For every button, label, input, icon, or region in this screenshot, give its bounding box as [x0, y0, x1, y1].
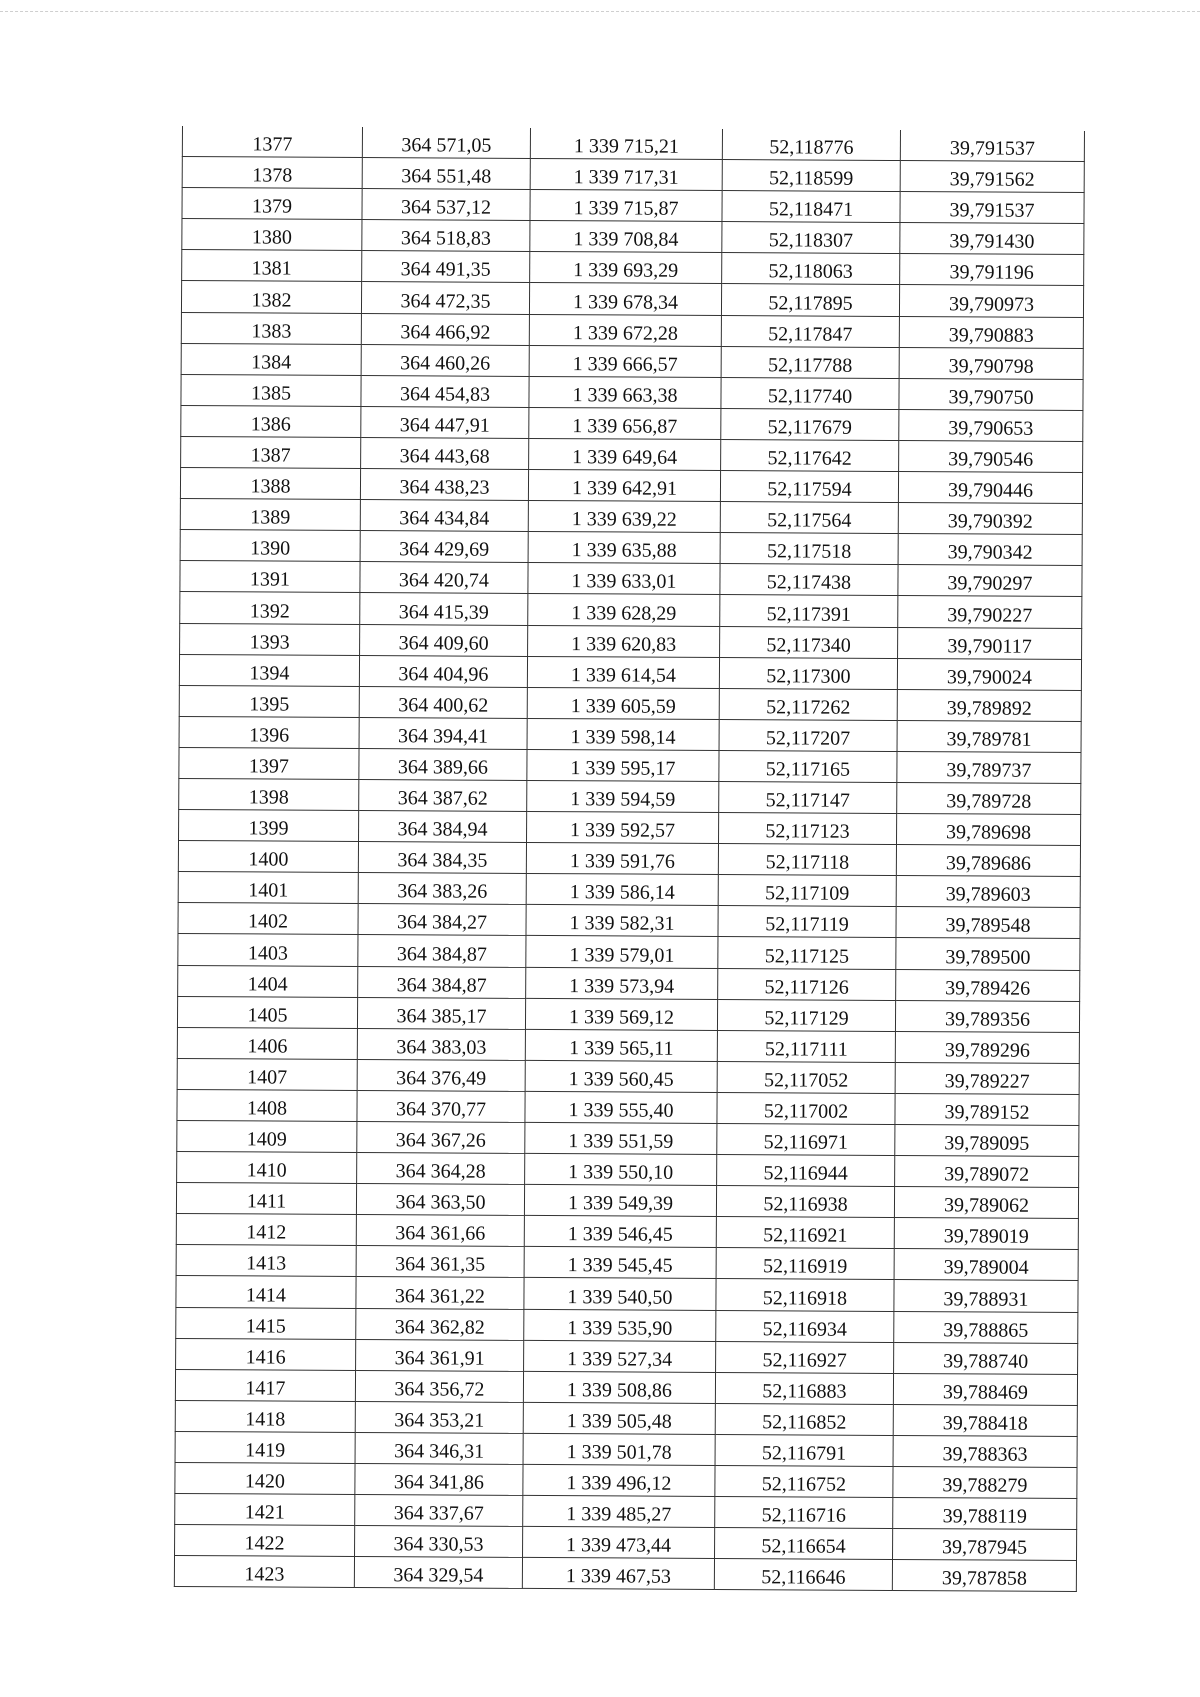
x-coordinate-cell: 364 385,17: [357, 997, 525, 1029]
table-row: [175, 1400, 1077, 1436]
table-row: [181, 436, 1083, 472]
longitude-cell: 39,790973: [899, 285, 1083, 317]
longitude-cell: 39,790653: [899, 409, 1083, 441]
point-number-cell: 1417: [175, 1369, 355, 1401]
x-coordinate-cell: 364 383,26: [358, 873, 526, 905]
point-number-cell: 1419: [175, 1431, 355, 1463]
table-row: [182, 188, 1084, 224]
point-number-cell: 1402: [178, 903, 358, 935]
point-number-cell: 1385: [181, 374, 361, 406]
x-coordinate-cell: 364 361,66: [356, 1215, 524, 1247]
x-coordinate-cell: 364 389,66: [359, 748, 527, 780]
table-row: [178, 841, 1080, 877]
longitude-cell: 39,789426: [896, 969, 1080, 1001]
y-coordinate-cell: 1 339 594,59: [527, 780, 719, 812]
y-coordinate-cell: 1 339 579,01: [526, 936, 718, 968]
x-coordinate-cell: 364 384,27: [358, 904, 526, 936]
y-coordinate-cell: 1 339 505,48: [523, 1402, 715, 1434]
x-coordinate-cell: 364 362,82: [356, 1308, 524, 1340]
table-row: [181, 343, 1083, 379]
y-coordinate-cell: 1 339 666,57: [529, 345, 721, 377]
point-number-cell: 1394: [179, 654, 359, 686]
table-row: [180, 530, 1082, 566]
table-row: [176, 1183, 1078, 1219]
point-number-cell: 1397: [179, 747, 359, 779]
table-row: [182, 219, 1084, 255]
x-coordinate-cell: 364 383,03: [357, 1028, 525, 1060]
point-number-cell: 1392: [180, 592, 360, 624]
y-coordinate-cell: 1 339 586,14: [526, 874, 718, 906]
latitude-cell: 52,116921: [716, 1217, 894, 1249]
y-coordinate-cell: 1 339 467,53: [522, 1558, 714, 1590]
x-coordinate-cell: 364 363,50: [356, 1184, 524, 1216]
x-coordinate-cell: 364 370,77: [357, 1090, 525, 1122]
longitude-cell: 39,789603: [896, 876, 1080, 908]
table-row: [176, 1307, 1078, 1343]
latitude-cell: 52,118063: [722, 253, 900, 285]
x-coordinate-cell: 364 460,26: [361, 344, 529, 376]
latitude-cell: 52,118471: [722, 191, 900, 223]
latitude-cell: 52,117788: [721, 346, 899, 378]
point-number-cell: 1414: [176, 1276, 356, 1308]
y-coordinate-cell: 1 339 693,29: [530, 252, 722, 284]
longitude-cell: 39,789152: [895, 1093, 1079, 1125]
latitude-cell: 52,117262: [719, 688, 897, 720]
table-row: [181, 405, 1083, 441]
latitude-cell: 52,117165: [719, 750, 897, 782]
table-row: [177, 1152, 1079, 1188]
table-row: [180, 499, 1082, 535]
longitude-cell: 39,790883: [899, 316, 1083, 348]
point-number-cell: 1408: [177, 1089, 357, 1121]
longitude-cell: 39,790227: [898, 596, 1082, 628]
y-coordinate-cell: 1 339 605,59: [527, 687, 719, 719]
x-coordinate-cell: 364 472,35: [361, 282, 529, 314]
latitude-cell: 52,117340: [720, 626, 898, 658]
table-row: [179, 685, 1081, 721]
x-coordinate-cell: 364 361,91: [356, 1339, 524, 1371]
latitude-cell: 52,117594: [720, 471, 898, 503]
point-number-cell: 1423: [174, 1556, 354, 1588]
longitude-cell: 39,789737: [897, 751, 1081, 783]
y-coordinate-cell: 1 339 649,64: [529, 438, 721, 470]
table-row: [176, 1245, 1078, 1281]
x-coordinate-cell: 364 376,49: [357, 1059, 525, 1091]
point-number-cell: 1401: [178, 872, 358, 904]
point-number-cell: 1406: [177, 1027, 357, 1059]
table-row: [179, 654, 1081, 690]
longitude-cell: 39,789698: [896, 814, 1080, 846]
y-coordinate-cell: 1 339 573,94: [526, 967, 718, 999]
latitude-cell: 52,116944: [717, 1155, 895, 1187]
table-row: [177, 1089, 1079, 1125]
table-row: [178, 934, 1080, 970]
point-number-cell: 1377: [182, 126, 362, 158]
longitude-cell: 39,787858: [892, 1560, 1076, 1592]
x-coordinate-cell: 364 420,74: [360, 562, 528, 594]
x-coordinate-cell: 364 361,22: [356, 1277, 524, 1309]
latitude-cell: 52,117129: [717, 999, 895, 1031]
latitude-cell: 52,117740: [721, 377, 899, 409]
point-number-cell: 1386: [181, 405, 361, 437]
table-row: [179, 778, 1081, 814]
y-coordinate-cell: 1 339 672,28: [529, 314, 721, 346]
x-coordinate-cell: 364 537,12: [362, 189, 530, 221]
x-coordinate-cell: 364 367,26: [357, 1121, 525, 1153]
latitude-cell: 52,116791: [715, 1434, 893, 1466]
longitude-cell: 39,790546: [899, 440, 1083, 472]
y-coordinate-cell: 1 339 715,87: [530, 190, 722, 222]
y-coordinate-cell: 1 339 656,87: [529, 407, 721, 439]
point-number-cell: 1382: [181, 281, 361, 313]
point-number-cell: 1389: [180, 499, 360, 531]
y-coordinate-cell: 1 339 582,31: [526, 905, 718, 937]
latitude-cell: 52,117518: [720, 533, 898, 565]
point-number-cell: 1383: [181, 312, 361, 344]
latitude-cell: 52,116883: [715, 1372, 893, 1404]
latitude-cell: 52,116971: [717, 1124, 895, 1156]
y-coordinate-cell: 1 339 620,83: [528, 625, 720, 657]
longitude-cell: 39,789019: [894, 1218, 1078, 1250]
longitude-cell: 39,791537: [900, 130, 1084, 162]
point-number-cell: 1380: [182, 219, 362, 251]
point-number-cell: 1378: [182, 157, 362, 189]
longitude-cell: 39,789296: [895, 1031, 1079, 1063]
longitude-cell: 39,789062: [894, 1187, 1078, 1219]
latitude-cell: 52,117002: [717, 1092, 895, 1124]
table-row: [181, 281, 1083, 317]
table-row: [180, 468, 1082, 504]
latitude-cell: 52,116646: [714, 1559, 892, 1591]
y-coordinate-cell: 1 339 633,01: [528, 563, 720, 595]
x-coordinate-cell: 364 415,39: [360, 593, 528, 625]
x-coordinate-cell: 364 491,35: [362, 251, 530, 283]
longitude-cell: 39,788418: [893, 1404, 1077, 1436]
point-number-cell: 1404: [178, 965, 358, 997]
y-coordinate-cell: 1 339 551,59: [525, 1122, 717, 1154]
longitude-cell: 39,790798: [899, 347, 1083, 379]
table-row: [175, 1369, 1077, 1405]
longitude-cell: 39,788279: [893, 1467, 1077, 1499]
latitude-cell: 52,116938: [716, 1186, 894, 1218]
x-coordinate-cell: 364 447,91: [361, 406, 529, 438]
longitude-cell: 39,789356: [895, 1000, 1079, 1032]
point-number-cell: 1399: [179, 810, 359, 842]
table-row: [179, 716, 1081, 752]
latitude-cell: 52,117147: [719, 781, 897, 813]
latitude-cell: 52,116752: [715, 1466, 893, 1498]
x-coordinate-cell: 364 404,96: [359, 655, 527, 687]
longitude-cell: 39,788740: [894, 1342, 1078, 1374]
y-coordinate-cell: 1 339 527,34: [524, 1340, 716, 1372]
x-coordinate-cell: 364 394,41: [359, 717, 527, 749]
x-coordinate-cell: 364 429,69: [360, 531, 528, 563]
coordinates-table-body: [174, 126, 1084, 1592]
longitude-cell: 39,789686: [896, 845, 1080, 877]
longitude-cell: 39,789548: [896, 907, 1080, 939]
table-row: [175, 1525, 1077, 1561]
point-number-cell: 1396: [179, 716, 359, 748]
x-coordinate-cell: 364 353,21: [355, 1401, 523, 1433]
point-number-cell: 1395: [179, 685, 359, 717]
x-coordinate-cell: 364 341,86: [355, 1464, 523, 1496]
table-row: [178, 965, 1080, 1001]
point-number-cell: 1379: [182, 188, 362, 220]
longitude-cell: 39,791430: [900, 223, 1084, 255]
longitude-cell: 39,790392: [898, 503, 1082, 535]
longitude-cell: 39,790024: [897, 658, 1081, 690]
point-number-cell: 1422: [175, 1525, 355, 1557]
table-row: [176, 1276, 1078, 1312]
y-coordinate-cell: 1 339 639,22: [528, 501, 720, 533]
y-coordinate-cell: 1 339 485,27: [523, 1496, 715, 1528]
longitude-cell: 39,789728: [897, 782, 1081, 814]
y-coordinate-cell: 1 339 598,14: [527, 718, 719, 750]
y-coordinate-cell: 1 339 642,91: [528, 469, 720, 501]
longitude-cell: 39,788931: [894, 1280, 1078, 1312]
latitude-cell: 52,117679: [721, 408, 899, 440]
latitude-cell: 52,117123: [719, 813, 897, 845]
longitude-cell: 39,788469: [893, 1373, 1077, 1405]
y-coordinate-cell: 1 339 635,88: [528, 532, 720, 564]
longitude-cell: 39,789781: [897, 720, 1081, 752]
longitude-cell: 39,790297: [898, 565, 1082, 597]
y-coordinate-cell: 1 339 663,38: [529, 376, 721, 408]
point-number-cell: 1407: [177, 1058, 357, 1090]
longitude-cell: 39,787945: [893, 1529, 1077, 1561]
table-row: [175, 1494, 1077, 1530]
x-coordinate-cell: 364 466,92: [361, 313, 529, 345]
table-row: [180, 592, 1082, 628]
x-coordinate-cell: 364 400,62: [359, 686, 527, 718]
longitude-cell: 39,788119: [893, 1498, 1077, 1530]
latitude-cell: 52,117109: [718, 875, 896, 907]
x-coordinate-cell: 364 384,87: [358, 966, 526, 998]
y-coordinate-cell: 1 339 550,10: [525, 1154, 717, 1186]
longitude-cell: 39,789500: [896, 938, 1080, 970]
y-coordinate-cell: 1 339 555,40: [525, 1091, 717, 1123]
longitude-cell: 39,790117: [898, 627, 1082, 659]
x-coordinate-cell: 364 361,35: [356, 1246, 524, 1278]
latitude-cell: 52,117847: [721, 315, 899, 347]
point-number-cell: 1400: [178, 841, 358, 873]
point-number-cell: 1384: [181, 343, 361, 375]
y-coordinate-cell: 1 339 565,11: [525, 1029, 717, 1061]
point-number-cell: 1393: [180, 623, 360, 655]
longitude-cell: 39,789004: [894, 1249, 1078, 1281]
x-coordinate-cell: 364 438,23: [360, 469, 528, 501]
y-coordinate-cell: 1 339 496,12: [523, 1464, 715, 1496]
latitude-cell: 52,117438: [720, 564, 898, 596]
x-coordinate-cell: 364 387,62: [359, 779, 527, 811]
x-coordinate-cell: 364 364,28: [357, 1153, 525, 1185]
point-number-cell: 1409: [177, 1120, 357, 1152]
point-number-cell: 1416: [176, 1338, 356, 1370]
longitude-cell: 39,788865: [894, 1311, 1078, 1343]
table-row: [182, 157, 1084, 193]
y-coordinate-cell: 1 339 592,57: [527, 811, 719, 843]
table-row: [177, 996, 1079, 1032]
y-coordinate-cell: 1 339 546,45: [524, 1216, 716, 1248]
latitude-cell: 52,116852: [715, 1403, 893, 1435]
x-coordinate-cell: 364 337,67: [355, 1495, 523, 1527]
latitude-cell: 52,116918: [716, 1279, 894, 1311]
table-row: [182, 250, 1084, 286]
y-coordinate-cell: 1 339 501,78: [523, 1433, 715, 1465]
table-row: [176, 1214, 1078, 1250]
table-row: [175, 1463, 1077, 1499]
y-coordinate-cell: 1 339 473,44: [523, 1527, 715, 1559]
latitude-cell: 52,118307: [722, 222, 900, 254]
point-number-cell: 1398: [179, 778, 359, 810]
x-coordinate-cell: 364 454,83: [361, 375, 529, 407]
latitude-cell: 52,117300: [719, 657, 897, 689]
latitude-cell: 52,117391: [720, 595, 898, 627]
point-number-cell: 1390: [180, 530, 360, 562]
longitude-cell: 39,789227: [895, 1062, 1079, 1094]
x-coordinate-cell: 364 551,48: [362, 158, 530, 190]
latitude-cell: 52,117125: [718, 937, 896, 969]
y-coordinate-cell: 1 339 545,45: [524, 1247, 716, 1279]
latitude-cell: 52,117564: [720, 502, 898, 534]
table-row: [182, 126, 1084, 162]
y-coordinate-cell: 1 339 591,76: [526, 843, 718, 875]
x-coordinate-cell: 364 384,35: [358, 842, 526, 874]
latitude-cell: 52,116934: [716, 1310, 894, 1342]
y-coordinate-cell: 1 339 614,54: [527, 656, 719, 688]
y-coordinate-cell: 1 339 549,39: [524, 1185, 716, 1217]
longitude-cell: 39,789095: [895, 1124, 1079, 1156]
table-row: [179, 810, 1081, 846]
longitude-cell: 39,791196: [900, 254, 1084, 286]
x-coordinate-cell: 364 518,83: [362, 220, 530, 252]
x-coordinate-cell: 364 329,54: [354, 1557, 522, 1589]
longitude-cell: 39,790342: [898, 534, 1082, 566]
x-coordinate-cell: 364 346,31: [355, 1432, 523, 1464]
latitude-cell: 52,116927: [716, 1341, 894, 1373]
latitude-cell: 52,117207: [719, 719, 897, 751]
y-coordinate-cell: 1 339 715,21: [530, 128, 722, 160]
x-coordinate-cell: 364 443,68: [361, 437, 529, 469]
y-coordinate-cell: 1 339 595,17: [527, 749, 719, 781]
latitude-cell: 52,118776: [722, 129, 900, 161]
latitude-cell: 52,117126: [718, 968, 896, 1000]
table-row: [177, 1058, 1079, 1094]
point-number-cell: 1403: [178, 934, 358, 966]
latitude-cell: 52,117119: [718, 906, 896, 938]
latitude-cell: 52,116919: [716, 1248, 894, 1280]
point-number-cell: 1405: [177, 996, 357, 1028]
longitude-cell: 39,789072: [895, 1156, 1079, 1188]
table-row: [177, 1027, 1079, 1063]
latitude-cell: 52,117642: [721, 439, 899, 471]
table-row: [176, 1338, 1078, 1374]
x-coordinate-cell: 364 571,05: [362, 127, 530, 159]
x-coordinate-cell: 364 384,94: [359, 811, 527, 843]
point-number-cell: 1387: [181, 436, 361, 468]
latitude-cell: 52,117118: [718, 844, 896, 876]
y-coordinate-cell: 1 339 717,31: [530, 159, 722, 191]
coordinates-table: [174, 126, 1085, 1592]
x-coordinate-cell: 364 356,72: [355, 1370, 523, 1402]
point-number-cell: 1418: [175, 1400, 355, 1432]
y-coordinate-cell: 1 339 535,90: [524, 1309, 716, 1341]
point-number-cell: 1420: [175, 1463, 355, 1495]
longitude-cell: 39,789892: [897, 689, 1081, 721]
point-number-cell: 1388: [180, 468, 360, 500]
x-coordinate-cell: 364 330,53: [355, 1526, 523, 1558]
table-row: [178, 903, 1080, 939]
latitude-cell: 52,117111: [717, 1030, 895, 1062]
longitude-cell: 39,790446: [898, 472, 1082, 504]
x-coordinate-cell: 364 384,87: [358, 935, 526, 967]
latitude-cell: 52,118599: [722, 160, 900, 192]
y-coordinate-cell: 1 339 678,34: [529, 283, 721, 315]
x-coordinate-cell: 364 434,84: [360, 500, 528, 532]
longitude-cell: 39,788363: [893, 1435, 1077, 1467]
y-coordinate-cell: 1 339 508,86: [523, 1371, 715, 1403]
point-number-cell: 1412: [176, 1214, 356, 1246]
latitude-cell: 52,116716: [715, 1497, 893, 1529]
longitude-cell: 39,791537: [900, 192, 1084, 224]
x-coordinate-cell: 364 409,60: [360, 624, 528, 656]
table-row: [181, 312, 1083, 348]
y-coordinate-cell: 1 339 628,29: [528, 594, 720, 626]
point-number-cell: 1413: [176, 1245, 356, 1277]
table-row: [174, 1556, 1076, 1592]
table-row: [175, 1431, 1077, 1467]
point-number-cell: 1391: [180, 561, 360, 593]
table-row: [181, 374, 1083, 410]
point-number-cell: 1410: [177, 1152, 357, 1184]
table-row: [180, 561, 1082, 597]
point-number-cell: 1411: [176, 1183, 356, 1215]
y-coordinate-cell: 1 339 569,12: [525, 998, 717, 1030]
point-number-cell: 1421: [175, 1494, 355, 1526]
latitude-cell: 52,116654: [715, 1528, 893, 1560]
point-number-cell: 1381: [182, 250, 362, 282]
scan-edge-line: [0, 11, 1200, 12]
table-row: [177, 1120, 1079, 1156]
y-coordinate-cell: 1 339 560,45: [525, 1060, 717, 1092]
table-row: [178, 872, 1080, 908]
y-coordinate-cell: 1 339 708,84: [530, 221, 722, 253]
point-number-cell: 1415: [176, 1307, 356, 1339]
latitude-cell: 52,117052: [717, 1061, 895, 1093]
table-row: [180, 623, 1082, 659]
table-row: [179, 747, 1081, 783]
longitude-cell: 39,790750: [899, 378, 1083, 410]
latitude-cell: 52,117895: [721, 284, 899, 316]
longitude-cell: 39,791562: [900, 161, 1084, 193]
y-coordinate-cell: 1 339 540,50: [524, 1278, 716, 1310]
